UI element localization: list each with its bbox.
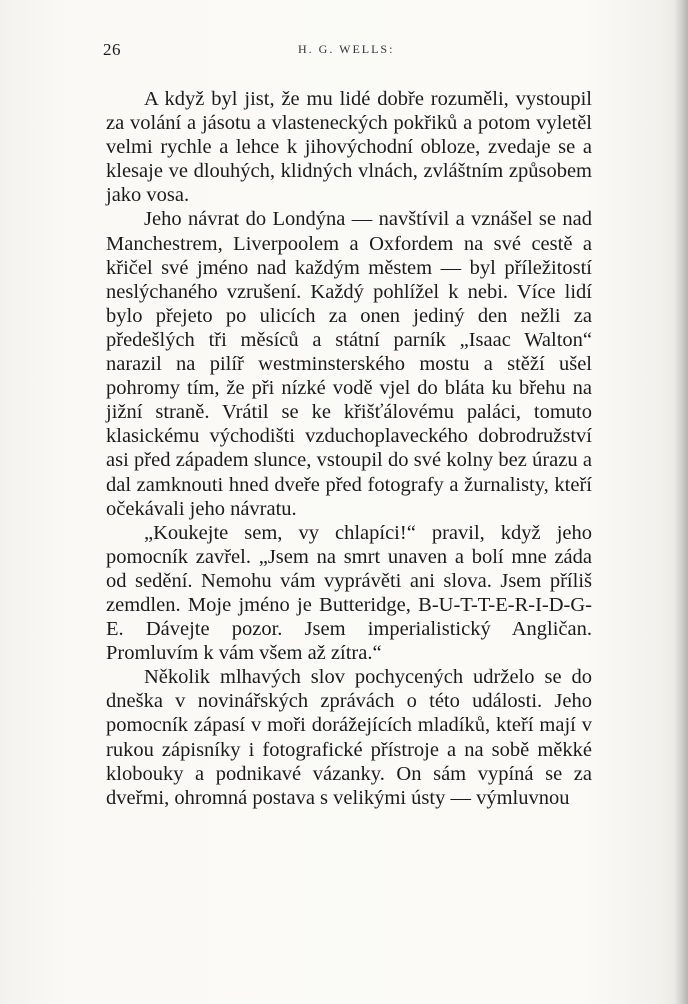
running-head — [103, 40, 593, 62]
body-text — [106, 87, 592, 810]
running-head-author: H. G. WELLS: — [298, 42, 395, 56]
paragraph-1: A když byl jist, že mu lidé dobře rozuměli, vystoupil za volání a jásotu a vlasteneckých pokřiků a potom vyletěl velmi rychle a lehce k jihovýchodní obloze, zvedaje se a klesaje ve dlouhých, klidných vlnách, zvláštním způsobem jako vosa. — [106, 88, 592, 207]
paragraph-3: „Koukejte sem, vy chlapíci!“ pravil, když jeho pomocník zavřel. „Jsem na smrt unaven a bolí mne záda od sedění. Nemohu vám vyprávěti ani slova. Jsem příliš zemdlen. Moje jméno je Butteridge, B-U-T-T-E-R-I-D-G-E. Dávejte pozor. Jsem imperialistický Angličan. Promluvím k vám všem až zítra.“ — [106, 521, 592, 665]
page-edge-shadow — [674, 0, 688, 1004]
paragraph-4: Několik mlhavých slov pochycených udrželo se do dneška v novinářských zprávách o této události. Jeho pomocník zápasí v moři dorážejících mladíků, kteří mají v rukou zápisníky i fotografické přístroje a na sobě měkké klobouky a podnikavé vázanky. On sám vypíná se za dveřmi, ohromná postava s velikými ústy — výmluvnou — [106, 666, 592, 809]
paragraph-2: Jeho návrat do Londýna — navštívil a vznášel se nad Manchestrem, Liverpoolem a Oxfordem na své cestě a křičel své jméno nad každým městem — byl příležitostí neslýchaného vzrušení. Každý pohlížel k nebi. Více lidí bylo přejeto po ulicích za onen jediný den nežli za předešlých tři měsíců a státní parník „Isaac Walton“ narazil na pilíř westminsterského mostu a stěží ušel pohromy tím, že při nízké vodě vjel do bláta ku břehu na jižní straně. Vrátil se ke křišťálovému paláci, tomuto klasickému východišti vzduchoplaveckého dobrodružství asi před západem slunce, vstoupil do své kolny bez úrazu a dal zamknouti hned dveře před fotografy a žurnalisty, kteří očekávali jeho návratu. — [106, 208, 592, 520]
page-number: 26 — [103, 40, 121, 59]
